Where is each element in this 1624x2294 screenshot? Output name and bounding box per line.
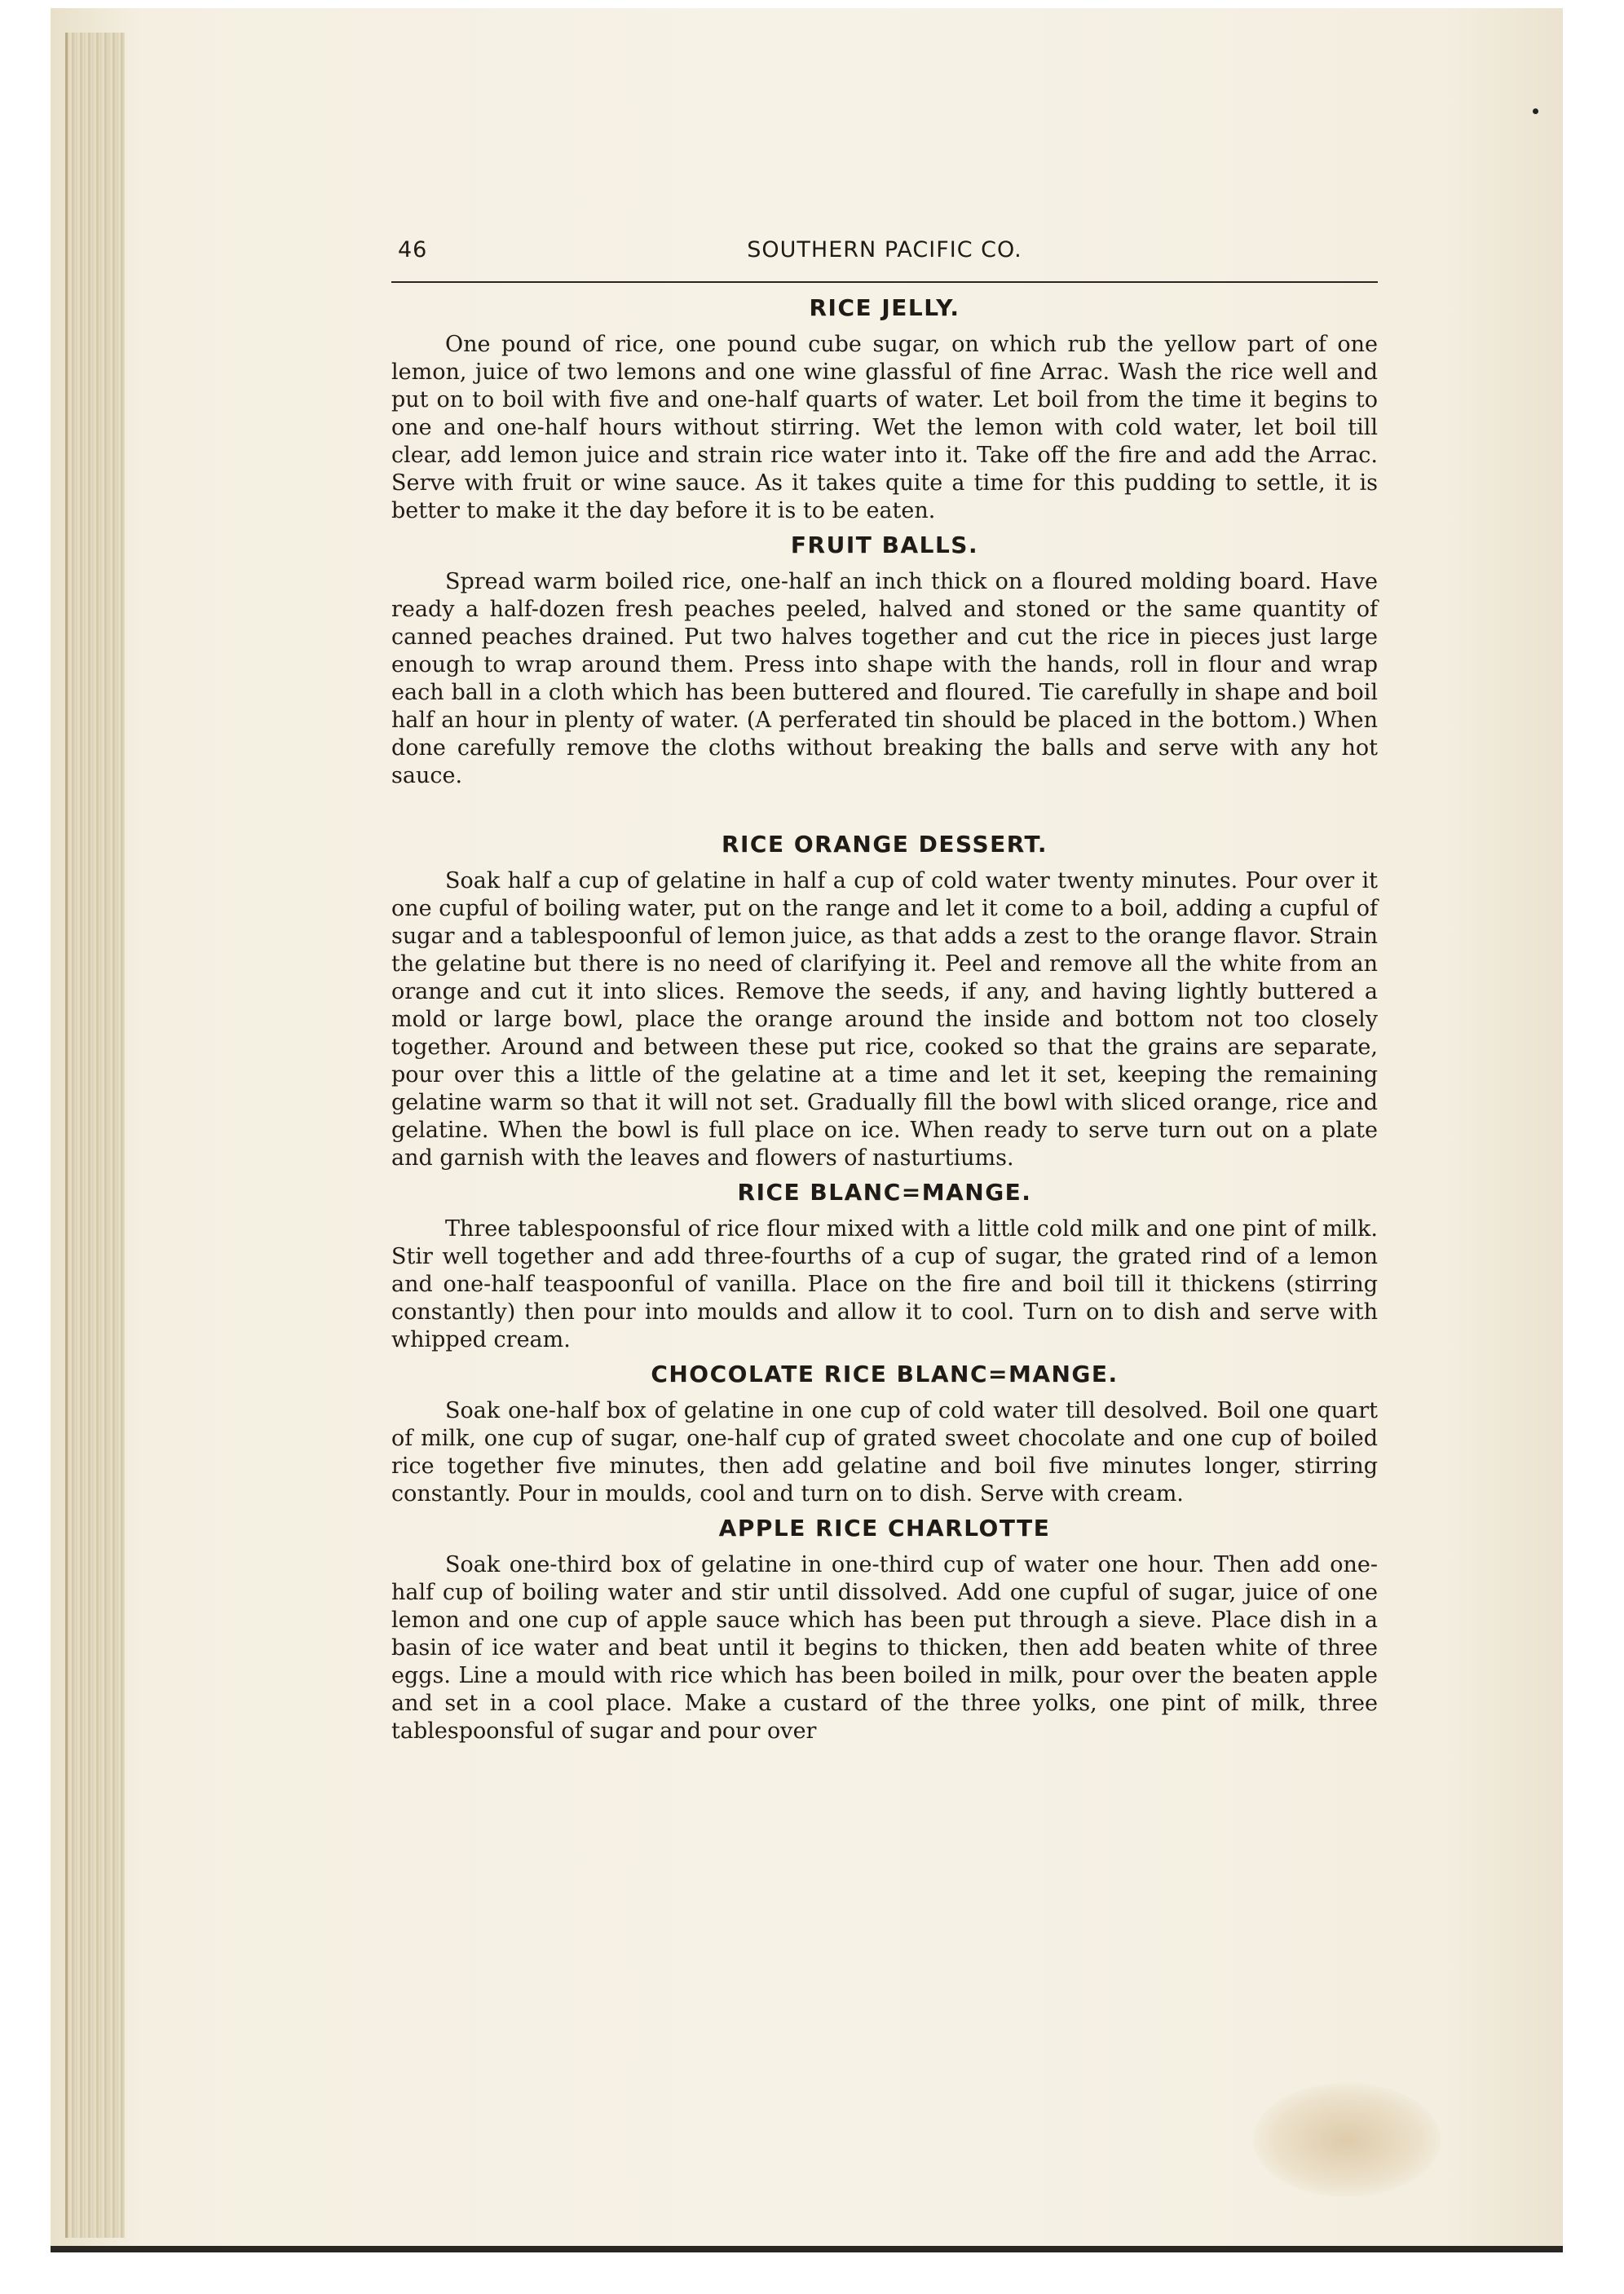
recipe-title: CHOCOLATE RICE BLANC=MANGE. (651, 1361, 1119, 1387)
recipe-title: RICE JELLY. (809, 294, 960, 321)
recipe-apple-rice-charlotte (391, 1515, 1378, 1745)
recipe-fruit-balls (391, 532, 1378, 790)
recipe-body: Soak one-third box of gelatine in one-third cup of water one hour. Then add one-half cup of boiling water and stir until dissolved. Add one cupful of sugar, juice of one lemon and one cup of apple sauce which has been put through a sieve. Place dish in a basin of ice water and beat until it begins to thicken, then add beaten white of three eggs. Line a mould with rice which has been boiled in milk, pour over the beaten apple and set in a cool place. Make a custard of the three yolks, one pint of milk, three tablespoonsful of sugar and pour over (391, 1552, 1378, 1744)
recipe-chocolate-rice-blanc-mange (391, 1361, 1378, 1508)
header-rule (391, 281, 1378, 283)
recipe-title: RICE ORANGE DESSERT. (721, 831, 1048, 858)
recipe-rice-orange-dessert (391, 831, 1378, 1172)
page-content (391, 232, 1378, 1752)
recipe-title: FRUIT BALLS. (790, 532, 979, 558)
page-edges (65, 33, 125, 2238)
recipe-body: Soak half a cup of gelatine in half a cup of cold water twenty minutes. Pour over it one cupful of boiling water, put on the range and let it come to a boil, adding a cupful of sugar and a tablespoonful of lemon juice, as that adds a zest to the orange flavor. Strain the gelatine but there is no need of clarifying it. Peel and remove all the white from an orange and cut it into slices. Remove the seeds, if any, and having lightly buttered a mold or large bowl, place the orange around the inside and bottom not too closely together. Around and between these put rice, cooked so that the grains are separate, pour over this a little of the gelatine at a time and let it set, keeping the remaining gelatine warm so that it will not set. Gradually fill the bowl with sliced orange, rice and gelatine. When the bowl is full place on ice. When ready to serve turn out on a plate and garnish with the leaves and flowers of nasturtiums. (391, 868, 1378, 1171)
recipe-title: APPLE RICE CHARLOTTE (718, 1515, 1051, 1542)
recipe-body: Three tablespoonsful of rice flour mixed with a little cold milk and one pint of milk. Stir well together and add three-fourths of a cup of sugar, the grated rind of a lemon and one-half teaspoonful of vanilla. Place on the fire and boil till it thickens (stirring constantly) then pour into moulds and allow it to cool. Turn on to dish and serve with whipped cream. (391, 1216, 1378, 1352)
recipe-body: Spread warm boiled rice, one-half an inch thick on a floured molding board. Have ready a half-dozen fresh peaches peeled, halved and stoned or the same quantity of canned peaches drained. Put two halves together and cut the rice in pieces just large enough to wrap around them. Press into shape with the hands, roll in flour and wrap each ball in a cloth which has been buttered and floured. Tie carefully in shape and boil half an hour in plenty of water. (A perferated tin should be placed in the bottom.) When done carefully remove the cloths without breaking the balls and serve with any hot sauce. (391, 569, 1378, 788)
page-number: 46 (398, 237, 428, 262)
running-head: SOUTHERN PACIFIC CO. (747, 237, 1022, 262)
stain (1253, 2083, 1441, 2197)
recipe-title: RICE BLANC=MANGE. (737, 1179, 1032, 1206)
ink-speck (1533, 108, 1538, 114)
recipe-body: Soak one-half box of gelatine in one cup of cold water till desolved. Boil one quart of milk, one cup of sugar, one-half cup of grated sweet chocolate and one cup of boiled rice together five minutes, then add gelatine and boil five minutes longer, stirring constantly. Pour in moulds, cool and turn on to dish. Serve with cream. (391, 1398, 1378, 1507)
section-gap (391, 796, 1378, 826)
recipe-rice-blanc-mange (391, 1179, 1378, 1354)
recipe-rice-jelly (391, 294, 1378, 525)
recipe-body: One pound of rice, one pound cube sugar, on which rub the yellow part of one lemon, juice of two lemons and one wine glassful of fine Arrac. Wash the rice well and put on to boil with five and one-half quarts of water. Let boil from the time it begins to one and one-half hours without stirring. Wet the lemon with cold water, let boil till clear, add lemon juice and strain rice water into it. Take off the fire and add the Arrac. Serve with fruit or wine sauce. As it takes quite a time for this pudding to settle, it is better to make it the day before it is to be eaten. (391, 332, 1378, 523)
page-header (391, 232, 1378, 281)
